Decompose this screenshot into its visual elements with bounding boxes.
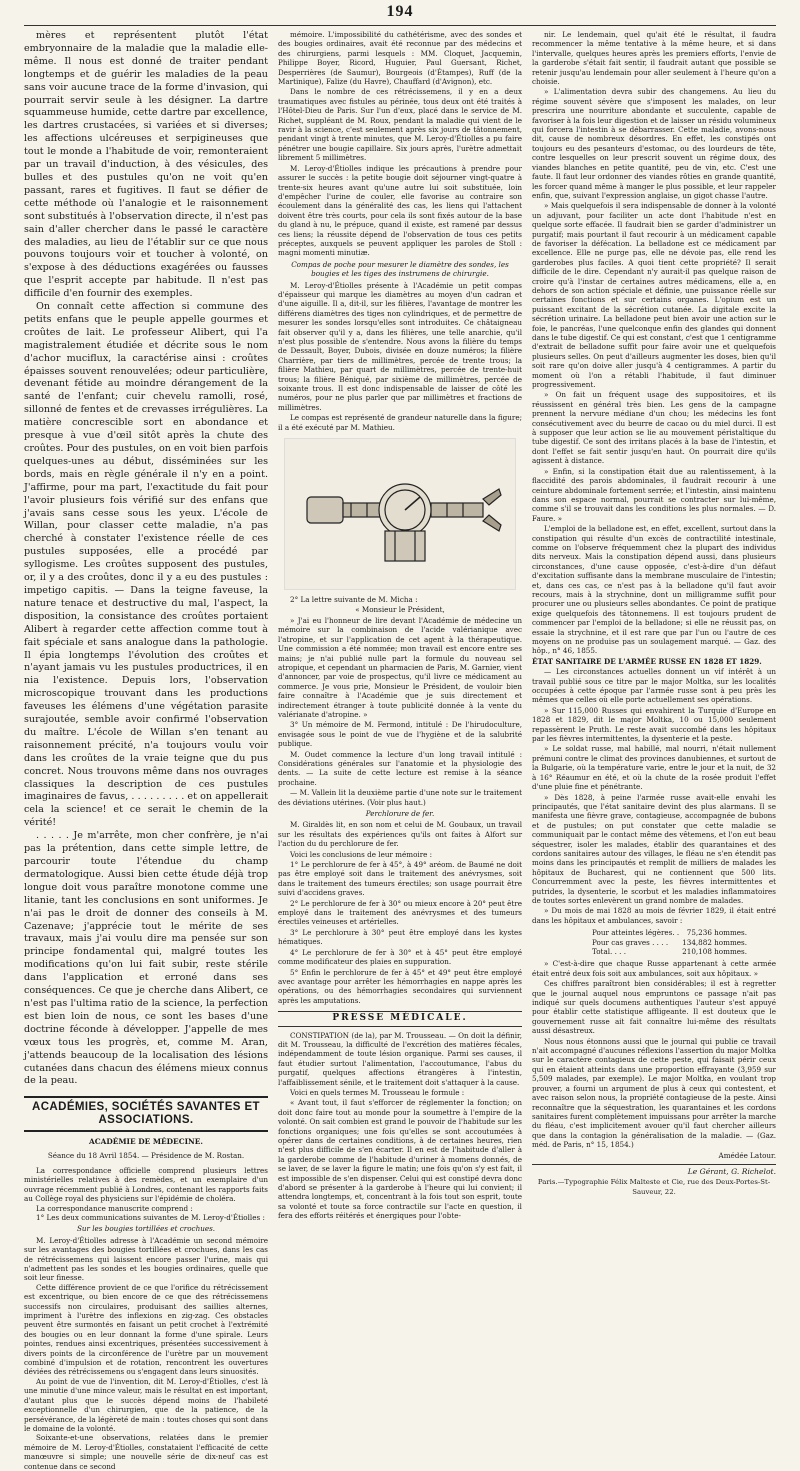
stats-row	[592, 938, 747, 947]
paragraph: mères et représentent plutôt l'état embryonnaire de la maladie que la maladie elle-même. Il nous est donné de traiter pendant longtemps et de guérir les maladies de la peau sans voir aucune trace de la forme d'invasion, qui pourrait servir seule à les désigner. La dartre squammeuse humide, cette dartre par excellence, les dartres crustacées, si variées et si diverses; les affections ulcéreuses et serpigineuses que tout le monde a l'habitude de voir, remonteraient par un travail d'induction, à des vésicules, des bulles et des pustules qu'on ne voit qu'en passant, rares et fugitives. Il faut se défier de cette méthode où l'analogie et le raisonnement sont substitués à l'observation directe, il n'est pas sain d'aller chercher dans le passé le caractère des maladies, au lieu de l'établir sur ce que nous pouvons toujours voir et toucher à volonté, on s'expose à des déductions exagérées ou fausses que l'esprit accepte par habitude. Il n'est pas difficile d'en fournir des exemples.	[24, 30, 268, 300]
stats-value: 134,882 hommes.	[682, 937, 747, 947]
paragraph: — Les circonstances actuelles donnent un vif intérêt à un travail publié sous ce titre par le major Moltka, sur les localités occupées à cette époque par l'armée russe sont à peu près les mêmes que celles où elle porte actuellement ses opérations.	[532, 667, 776, 705]
paragraph: Cette différence provient de ce que l'orifice du rétrécissement est excentrique, ou bien encore de ce que des rétrécissemens successifs non circulaires, produisant des saillies alternes, impriment à l'urètre des inflexions en zig-zag. Ces obstacles peuvent être surmontés en faisant un petit crochet à l'extrémité des bougies ou en leur donnant la forme d'une spirale. Leurs pointes, rendues ainsi excentriques, présentées successivement à divers points de la circonférence de l'urètre par un mouvement combiné d'impulsion et de rotation, rencontrent les ouvertures déviées des rétrécissemens ou s'engagent dans leurs sinuosités.	[24, 1282, 268, 1377]
paragraph: » L'alimentation devra subir des changemens. Au lieu du régime souvent sévère que s'imposent les malades, on leur prescrira une nourriture abondante et succulente, capable de favoriser à la fois leur digestion et de laisser un résidu volumineux qui forcera l'intestin à se débarrasser. Cette maladie, avons-nous dit, cause de nombreux désordres. En effet, les constipés ont toujours eu des pesanteurs d'estomac, ou des lourdeurs de tête, contre lesquelles on leur prescrit souvent un régime doux, des viandes blanches en petite quantité, peu de vin, etc. C'est une faute. Il faut leur ordonner des viandes rôties en grande quantité, les forcer quand même à manger le plus possible, et leur rappeler enfin, que, suivant l'expression anglaise, un gigot chasse l'autre.	[532, 87, 776, 200]
paragraph: La correspondance manuscrite comprend :	[36, 1203, 193, 1213]
paragraph: Voici en quels termes M. Trousseau le formule :	[290, 1087, 465, 1097]
columns	[24, 30, 776, 1471]
paragraph: 3° Le perchlorure à 30° peut être employé dans les kystes hématiques.	[278, 927, 522, 947]
stats-row	[592, 947, 747, 956]
stats-table	[592, 928, 776, 956]
imprint-line: Paris.—Typographie Félix Malteste et Cie, rue des Deux-Portes-St-Sauveur, 22.	[537, 1178, 771, 1196]
footer-rule	[532, 1164, 776, 1165]
author-signature: Amédée Latour.	[718, 1150, 776, 1160]
paragraph: M. Leroy-d'Étiolles adresse à l'Académie un second mémoire sur les avantages des bougies tortillées et crochues, dans les cas de rétrécissemens qui laissent encore passer l'urine, mais qui n'admettent pas les sondes et les bougies ordinaires, quelle que soit leur finesse.	[24, 1235, 268, 1283]
academy-title: ACADÉMIE DE MÉDECINE.	[88, 1137, 203, 1147]
paragraph: . . . . . Je m'arrête, mon cher confrère, je n'ai pas la prétention, dans cette simple lettre, de parcourir toute l'étendue du champ dermatologique. Aussi bien cette étude déjà trop longue doit vous paraître monotone comme une litanie, tant les conclusions en sont uniformes. Je n'ai pas le droit de donner des conseils à M. Cazenave; j'apprécie tout le mérite de ses travaux, mais j'ai voulu dire ma pensée sur son principe fondamental qui, malgré toutes les modifications qu'on lui fait subir, reste stérile dans l'application et erroné dans ses conséquences. Ce que je cherche dans Alibert, ce n'est pas l'ultima ratio de la science, la perfection est bien loin de nous, ce sont les bases d'une doctrine féconde à développer. J'appelle de mes vœux tous les progrès, et, comme M. Aran, j'attends beaucoup de la localisation des lésions cutanées dans chacun des élémens mieux connus de la peau.	[24, 830, 268, 1087]
paragraph: On connaît cette affection si commune des petits enfans que le peuple appelle gourmes et croûtes de lait. Le professeur Alibert, qui l'a magistralement étudiée et décrite sous le nom d'achor muciflux, la caractérise ainsi : croûtes épaisses souvent renouvelées; odeur particulière, devenant fétide au moindre dérangement de la santé de l'enfant; cuir chevelu ramolli, rosé, sillonné de fentes et de crevasses irrégulières. La matière concrescible sort en abondance et presque à vue d'œil sitôt après la chute des croûtes. Pour des pustules, on en voit bien parfois quelques-unes au début, disséminées sur les bords, mais en règle générale il n'y en a point. J'affirme, pour ma part, l'exactitude du fait pour l'avoir plusieurs fois vérifié sur des enfans que j'avais sans cesse sous les yeux. L'école de Willan, pour classer cette maladie, n'a pas cherché à constater l'existence réelle de ces pustules supposées, elle a procédé par syllogisme. Les croûtes supposent des pustules, or, il y a des croûtes, donc il y a eu des pustules : impetigo capitis. — Dans la teigne faveuse, la nature tenace et destructive du mal, l'aspect, la disposition, la consistance des croûtes portaient Alibert à regarder cette affection comme tout à fait spéciale et sans analogue dans la pathologie. Il épia longtemps l'évolution des croûtes et n'ayant jamais vu les pustules productrices, il en nia l'existence. Depuis lors, l'observation microscopique trouvant dans les productions faveuses les élémens d'une végétation parasite surajoutée, semble avoir confirmé l'observation du maître. L'école de Willan s'en tenant au raisonnement précité, n'a toujours voulu voir dans les croûtes de la vraie teigne que du pus concret. Nous trouvons même dans nos ouvrages classiques la description de ces pustules imaginaires de favus, . . . . . . . . . et on appellerait cela la science! et ce serait le chemin de la vérité!	[24, 301, 268, 829]
paragraph: 1° Le perchlorure de fer à 45°, à 49° aréom. de Baumé ne doit pas être employé soit dans le traitement des anévrysmes, soit dans le traitement des tumeurs érectiles; son usage pourrait être suivi d'accidens graves.	[278, 860, 522, 898]
paragraph: 4° Le perchlorure de fer à 30° et à 45° peut être employé comme modificateur des plaies en suppuration.	[278, 947, 522, 967]
paragraph: Dans le nombre de ces rétrécissemens, il y en a deux traumatiques avec fistules au périnée, tous deux ont été traités à l'Hôtel-Dieu de Paris. Sur l'un d'eux, placé dans le service de M. Richet, suppléant de M. Roux, pendant la maladie qui vient de le ravir à la science, c'est seulement après six jours de tâtonnement, pendant vingt à trente minutes, que M. Leroy-d'Étiolles a pu faire pénétrer une bougie capillaire. Six jours après, l'urètre admettait librement 5 millimètres.	[278, 87, 522, 163]
section-title: ACADÉMIES, SOCIÉTÉS SAVANTES ET ASSOCIATIONS.	[24, 1096, 268, 1132]
paragraph: » On fait un fréquent usage des suppositoires, et ils réussissent en général très bien. Les gens de la campagne prennent la nervure médiane d'un chou; les médecins les font consécutivement avec du beurre de cacao ou du miel durci. Il est à supposer que leur action se lie au mouvement péristaltique du tube digestif. Ce sont des irritans placés à la base de l'intestin, et dont l'effet se fait sentir jusqu'en haut. On pourrait dire qu'ils agissent à distance.	[532, 390, 776, 466]
paragraph: 3° Un mémoire de M. Fermond, intitulé : De l'hirudoculture, envisagée sous le point de vue de l'hygiène et de la salubrité publique.	[278, 720, 522, 749]
paragraph: « Avant tout, il faut s'efforcer de réglementer la fonction; on doit donc faire tout au monde pour la soumettre à l'empire de la volonté. On sait combien est grand le pouvoir de l'habitude sur les fonctions organiques; une fois qu'elles se sont accoutumées à opérer dans de certaines conditions, à de certaines heures, rien n'est plus difficile de s'en écarter. Il en est de l'habitude d'aller à la garderobe comme de l'habitude d'uriner à momens donnés, de se laver, de se laver la figure le matin; une fois qu'on s'y est fait, il est impossible de s'en dispenser. Celui qui est constipé devra donc d'abord se présenter à la garderobe à l'heure qui lui convient; il attendra longtemps, et, concentrant à la fois tout son esprit, toute sa volonté et toute sa force contractile sur l'acte en question, il fera des efforts réitérés et énergiques pour l'obte-	[278, 1098, 522, 1221]
paragraph: mémoire. L'impossibilité du cathétérisme, avec des sondes et des bougies ordinaires, avait été reconnue par des médecins et des chirurgiens, parmi lesquels : MM. Cloquet, Jacquemin, Philippe Boyer, Ricord, Huguier, Paul Guersant, Richet, Desperrières (de Saumur), Bourgeois (d'Étampes), Ruff (de la Martinique), Falize (du Havre), Chauffard (d'Avignon), etc.	[278, 30, 522, 87]
paragraph: 2° Le perchlorure de fer à 30° ou mieux encore à 20° peut être employé dans le traitement des anévrysmes et des tumeurs érectiles veineuses et artérielles.	[278, 898, 522, 927]
paragraph: » Dès 1828, à peine l'armée russe avait-elle envahi les principautés, que l'état sanitaire devint des plus alarmans. Il se manifesta une fièvre grave, contagieuse, accompagnée de bubons et de pustules; on put constater que cette maladie se communiquait par le contact même des vêtemens, et l'on eut beau séquestrer, isoler les malades, établir des quarantaines et des cordons sanitaires autour des villages, le fléau ne s'en étendit pas moins dans les principautés et remplit de milliers de malades les hôpitaux de Bucharest, qui ne contiennent que 500 lits. Concurremment avec la peste, les fièvres intermittentes et putrides, la dysenterie, le scorbut et les maladies inflammatoires de toutes sortes enlevèrent un grand nombre de malades.	[532, 792, 776, 905]
column-3	[532, 30, 776, 1196]
paragraph: M. Leroy-d'Étiolles indique les précautions à prendre pour assurer le succès : la petite bougie doit séjourner vingt-quatre à trente-six heures avant qu'une autre lui soit substituée, loin d'empêcher l'urine de couler, elle favorise au contraire son écoulement dans la généralité des cas, les liens qui l'attachent doivent être très courts, pour cela ils sont fixés autour de la base du gland à nu, le prépuce, quand il existe, est ramené par dessus ces liens; la réussite dépend de l'observation de tous ces petits préceptes, auxquels se peuvent appliquer les paroles de Stoll : magni momenti minutiæ.	[278, 163, 522, 258]
academy-body	[24, 1166, 268, 1471]
stats-label: Pour atteintes légères. .	[592, 928, 680, 938]
paragraph: 2° La lettre suivante de M. Micha :	[290, 595, 418, 605]
paragraph: » Mais quelquefois il sera indispensable de donner à la volonté un adjuvant, pour faciliter un acte dont l'habitude n'est en quelque sorte effacée. Il faudrait bien se garder d'administrer un purgatif; mais pourtant il faut recourir à un médicament capable de favoriser la défécation. La belladone est ce médicament par excellence. Elle ne purge pas, elle ne dévoie pas, elle rend les garderobes plus faciles. A quoi tient cette propriété? Il serait difficile de le dire. Cependant n'y aurait-il pas quelque raison de croire qu'à l'instar de certaines autres médicamens, elle a, en dehors de son action spéciale et définie, une puissance réelle sur certaines fonctions et sur certains organes. L'opium est un puissant excitant de la sécrétion cutanée. La digitale excite la sécrétion urinaire. La belladone peut bien avoir une action sur le foie, le pancréas, l'une quelconque enfin des glandes qui donnent dans le tube digestif. Ce qui est constant, c'est que 1 centigramme d'extrait de belladone suffit pour faire avoir une et quelquefois plusieurs selles. On peut d'ailleurs augmenter les doses, bien qu'il soit rare qu'on doive aller jusqu'à 4 centigrammes. A partir du moment où l'on a rétabli l'habitude, il faut diminuer progressivement.	[532, 201, 776, 390]
paragraph: M. Giraldès lit, en son nom et celui de M. Goubaux, un travail sur les résultats des expériences qu'ils ont faites à Alfort sur l'action du du perchlorure de fer.	[278, 820, 522, 849]
paragraph: » J'ai eu l'honneur de lire devant l'Académie de médecine un mémoire sur la combinaison de l'acide valérianique avec l'atropine, et sur l'application de cet agent à la thérapeutique. Une commission a été nommée; mon travail est encore entre ses mains; je n'ai publié nulle part la formule du nouveau sel atropique, et cependant un pharmacien de Paris, M. Garnier, vient d'annoncer, par voie de prospectus, qu'il livre ce médicament au commerce. Je vous prie, Monsieur le Président, de vouloir bien faire connaître à l'Académie que je suis directement et indirectement étranger à toute publicité donnée à la vente du valérianate d'atropine. »	[278, 615, 522, 719]
paragraph: Soixante-et-une observations, relatées dans le premier mémoire de M. Leroy-d'Étiolles, constataient l'efficacité de cette manœuvre si simple; une nouvelle série de dix-neuf cas est contenue dans ce second	[24, 1433, 268, 1471]
paragraph: » Du mois de mai 1828 au mois de février 1829, il était entré dans les hôpitaux et ambulances, savoir :	[532, 906, 776, 925]
seance-line: Séance du 18 Avril 1854. — Présidence de M. Rostan.	[47, 1151, 245, 1161]
paragraph: 5° Enfin le perchlorure de fer à 45° et 49° peut être employé avec avantage pour arrêter les hémorrhagies en nappe après les opérations, ou des hémorrhagies secondaires qui surviennent après les amputations.	[278, 967, 522, 1005]
paragraph: » Sur 115,000 Russes qui envahirent la Turquie d'Europe en 1828 et 1829, dit le major Moltka, 10 ou 15,000 seulement repassèrent le Pruth. Le reste avait succombé dans les hôpitaux par les fièvres intermittentes, la dysenterie et la peste.	[532, 705, 776, 744]
press-title: PRESSE MÉDICALE.	[278, 1011, 522, 1026]
stats-label: Total. . . .	[592, 947, 627, 956]
perchlorure-title: Perchlorure de fer.	[365, 809, 435, 818]
subheading: Sur les bougies tortillées et crochues.	[76, 1224, 216, 1234]
header-rule	[24, 25, 776, 26]
paragraph: nir. Le lendemain, quel qu'ait été le résultat, il faudra recommencer la même tentative à la même heure, et si dans l'intervalle, quelques heures après les premiers efforts, l'envie de la garderobe s'était fait sentir, il faudrait autant que possible se retenir jusqu'au lendemain pour aller seulement à l'heure qu'on a choisie.	[532, 30, 776, 87]
compas-title: Compas de poche pour mesurer le diamètre des sondes, les bougies et les tiges des instrumens de chirurgie.	[291, 259, 509, 279]
paragraph: 1° Les deux communications suivantes de M. Leroy-d'Étiolles :	[36, 1212, 265, 1222]
compass-figure	[284, 438, 516, 590]
paragraph: CONSTIPATION (de la), par M. Trousseau. — On doit la définir, dit M. Trousseau, la difficulté de l'excrétion des matières fécales, indépendamment de toute lésion organique. Parmi ses causes, il faut étudier surtout l'alimentation, l'accoutumance, l'abus du purgatif, quelques affections étrangères à l'intestin, l'affaiblissement sénile, et le traitement doit s'attaquer à la cause.	[278, 1030, 522, 1087]
column-2	[278, 30, 522, 1221]
stats-row	[592, 928, 747, 937]
paragraph: Nous nous étonnons aussi que le journal qui publie ce travail n'ait accompagné d'aucunes réflexions l'assertion du major Moltka sur le caractère contagieux de cette peste, qui faisait périr ceux qui en étaient atteints dans une proportion effrayante (3,959 sur 5,509 malades, par exemple). Le major Moltka, en voulant trop prouver, a fourni un argument de plus à ceux qui contestent, et avec raison selon nous, la propriété contagieuse de la peste. Ainsi reconnaître que la séquestration, les quarantaines et les cordons sanitaires furent complètement impuissans pour arrêter la marche du fléau, c'est implicitement avouer qu'il faut chercher ailleurs que dans la contagion la généralisation de la maladie. — (Gaz. méd. de Paris, n° 15, 1854.)	[532, 1036, 776, 1150]
paragraph: Au point de vue de l'invention, dit M. Leroy-d'Étiolles, c'est là une minutie d'une mince valeur, mais le résultat en est important, d'autant plus que le succès dépend moins de l'habileté exceptionnelle d'un chirurgien, que de la patience, de la persévérance, de la légèreté de main : toutes choses qui sont dans le domaine de la volonté.	[24, 1376, 268, 1433]
paragraph: L'emploi de la belladone est, en effet, excellent, surtout dans la constipation qui résulte d'un excès de contractilité intestinale, comme on l'observe fréquemment chez la plupart des individus dits nerveux. Mais la constipation dépend aussi, dans plusieurs circonstances, d'une cause opposée, c'est-à-dire d'un défaut d'excitation suffisante dans la membrane musculaire de l'intestin; et, dans ces cas, ce n'est pas à la belladone qu'il faut avoir recours, mais à la strychnine, dont un milligramme suffit pour procurer une ou plusieurs selles abondantes. Ce point de pratique exige quelquefois des tâtonnemens. Il est toujours prudent de commencer par l'emploi de la belladone; si elle ne réussit pas, on essaie la strychnine, et il est rare que par l'un ou l'autre de ces moyens on ne produise pas un soulagement marqué. — Gaz. des hôp., n° 46, 1855.	[532, 524, 776, 656]
stats-value: 75,236 hommes.	[686, 928, 747, 938]
pocket-compass-illustration	[285, 439, 515, 589]
paragraph: Voici les conclusions de leur mémoire :	[290, 849, 433, 859]
stats-value: 210,108 hommes.	[682, 947, 747, 956]
paragraph: Le compas est représenté de grandeur naturelle dans la figure; il a été exécuté par M. Mathieu.	[278, 413, 522, 432]
paragraph: M. Oudet commence la lecture d'un long travail intitulé : Considérations générales sur l'anatomie et la physiologie des dents. — La suite de cette lecture est remise à la séance prochaine.	[278, 749, 522, 787]
paragraph: » C'est-à-dire que chaque Russe appartenant à cette armée était entré deux fois soit aux ambulances, soit aux hôpitaux. »	[532, 959, 776, 978]
paragraph: — M. Vallein lit la deuxième partie d'une note sur le traitement des déviations utérines. (Voir plus haut.)	[278, 788, 522, 807]
paragraph: » Enfin, si la constipation était due au ralentissement, à la flaccidité des parois abdominales, il faudrait recourir à une ceinture abdominale fortement serrée; et l'intestin, ainsi maintenu dans son espace normal, pourrait se contracter sur lui-même, comme s'il se trouvait dans les conditions les plus normales. — D. Faure. »	[532, 466, 776, 523]
paragraph: M. Leroy-d'Étiolles présente à l'Académie un petit compas d'épaisseur qui marque les diamètres au moyen d'un cadran et d'une aiguille. Il a, dit-il, sur les filières, l'avantage de montrer les différens diamètres des tiges non cylindriques, et de permettre de mesurer les sondes lorsqu'elles sont introduites. Ce châtaigneau fait observer qu'il y a, dans les filières, une telle anarchie, qu'il n'est plus possible de s'entendre. Nous avons la filière du temps de Dessault, Boyer, Dubois, divisée en douze numéros; la filière Charrière, par tiers de millimètres, percée de trente trous; la filière Mathieu, par quart de millimètres, percée de trente-huit trous; la filière Béniqué, par sixième de millimètres, percée de soixante trous. Il est donc indispensable de laisser de côté les numéros, pour ne plus parler que par millimètres et fractions de millimètres.	[278, 280, 522, 412]
gerant-line: Le Gérant, G. Richelot.	[687, 1166, 776, 1176]
paragraph: Ces chiffres paraîtront bien considérables; il est à regretter que le journal auquel nous empruntons ce passage n'ait pas indiqué sur quels documens authentiques l'auteur s'est appuyé pour établir cette statistique affligeante. Il est douteux que le gouvernement russe ait fait connaître lui-même des résultats aussi désastreux.	[532, 979, 776, 1036]
paragraph: » Le soldat russe, mal habillé, mal nourri, n'était nullement prémuni contre le climat des provinces danubiennes, et surtout de la Bulgarie, où la température varie, entre le jour et la nuit, de 32 à 16° Réaumur en été, et où la chute de la rosée produit l'effet d'une pluie fine et pénétrante.	[532, 744, 776, 792]
stats-label: Pour cas graves . . . .	[592, 937, 669, 947]
paragraph: La correspondance officielle comprend plusieurs lettres ministérielles relatives à des remèdes, et un exemplaire d'un ouvrage récemment publié à Londres, contenant les rapports faits au Collège royal des physiciens sur l'épidémie de choléra.	[24, 1165, 268, 1204]
letter-salutation: « Monsieur le Président,	[355, 605, 445, 615]
column-1	[24, 30, 268, 1471]
page-number: 194	[386, 3, 414, 20]
etat-heading: ÉTAT SANITAIRE DE L'ARMÉE RUSSE EN 1828 ET 1829.	[532, 656, 762, 666]
